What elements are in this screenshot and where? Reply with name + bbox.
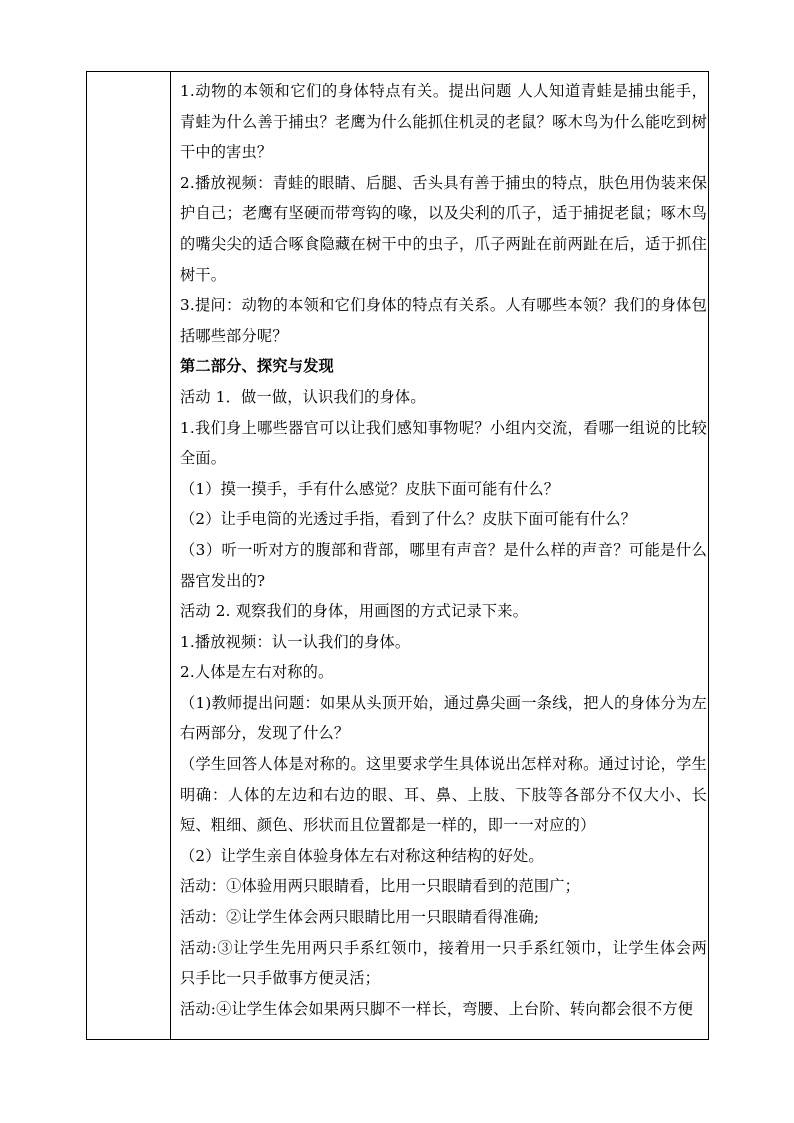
- paragraph: 活动:③让学生先用两只手系红领巾，接着用一只手系红领巾，让学生体会两只手比一只手做事方便灵活；: [180, 938, 707, 988]
- paragraph: （2）让手电筒的光透过手指，看到了什么？皮肤下面可能有什么？: [180, 510, 637, 529]
- paragraph: 3.提问：动物的本领和它们身体的特点有关系。人有哪些本领？我们的身体包括哪些部分呢？: [180, 296, 707, 345]
- section-heading: 第二部分、探究与发现: [180, 357, 334, 376]
- paragraph: 活动 1．做一做，认识我们的身体。: [180, 387, 426, 406]
- paragraph: （学生回答人体是对称的。这里要求学生具体说出怎样对称。通过讨论，学生明确：人体的左边和右边的眼、耳、鼻、上肢、下肢等各部分不仅大小、长短、粗细、颜色、形状而且位置都是一样的，即一一对应的）: [180, 755, 707, 835]
- paragraph: （1)教师提出问题：如果从头顶开始，通过鼻尖画一条线，把人的身体分为左右两部分，发现了什么？: [180, 693, 707, 743]
- paragraph: 2.播放视频：青蛙的眼睛、后腿、舌头具有善于捕虫的特点，肤色用伪装来保护自己；老鹰有坚硬而带弯钩的喙，以及尖利的爪子，适于捕捉老鼠；啄木鸟的嘴尖尖的适合啄食隐藏在树干中的虫子，爪子两趾在前两趾在后，适于抓住树干。: [180, 173, 707, 284]
- paragraph: 1.播放视频：认一认我们的身体。: [180, 632, 411, 651]
- paragraph: 1.动物的本领和它们的身体特点有关。提出问题 人人知道青蛙是捕虫能手，青蛙为什么善于捕虫？老鹰为什么能抓住机灵的老鼠？啄木鸟为什么能吃到树干中的害虫？: [180, 82, 707, 162]
- paragraph: 1.我们身上哪些器官可以让我们感知事物呢？小组内交流，看哪一组说的比较全面。: [180, 418, 707, 468]
- paragraph: 2.人体是左右对称的。: [180, 663, 334, 682]
- paragraph: （3）听一听对方的腹部和背部，哪里有声音？是什么样的声音？可能是什么器官发出的?: [180, 540, 707, 590]
- lesson-table: [86, 71, 709, 1040]
- paragraph: （1）摸一摸手，手有什么感觉？皮肤下面可能有什么？: [180, 479, 560, 498]
- paragraph: 活动:④让学生体会如果两只脚不一样长，弯腰、上台阶、转向都会很不方便: [180, 999, 694, 1018]
- paragraph: 活动：①体验用两只眼睛看，比用一只眼睛看到的范围广；: [180, 877, 581, 896]
- paragraph: （2）让学生亲自体验身体左右对称这种结构的好处。: [180, 846, 544, 865]
- paragraph: 活动：②让学生体会两只眼睛比用一只眼睛看得准确;: [180, 908, 540, 927]
- left-label-cell: [87, 72, 171, 1039]
- paragraph: 活动 2. 观察我们的身体，用画图的方式记录下来。: [180, 602, 529, 621]
- content-cell: [180, 76, 707, 1038]
